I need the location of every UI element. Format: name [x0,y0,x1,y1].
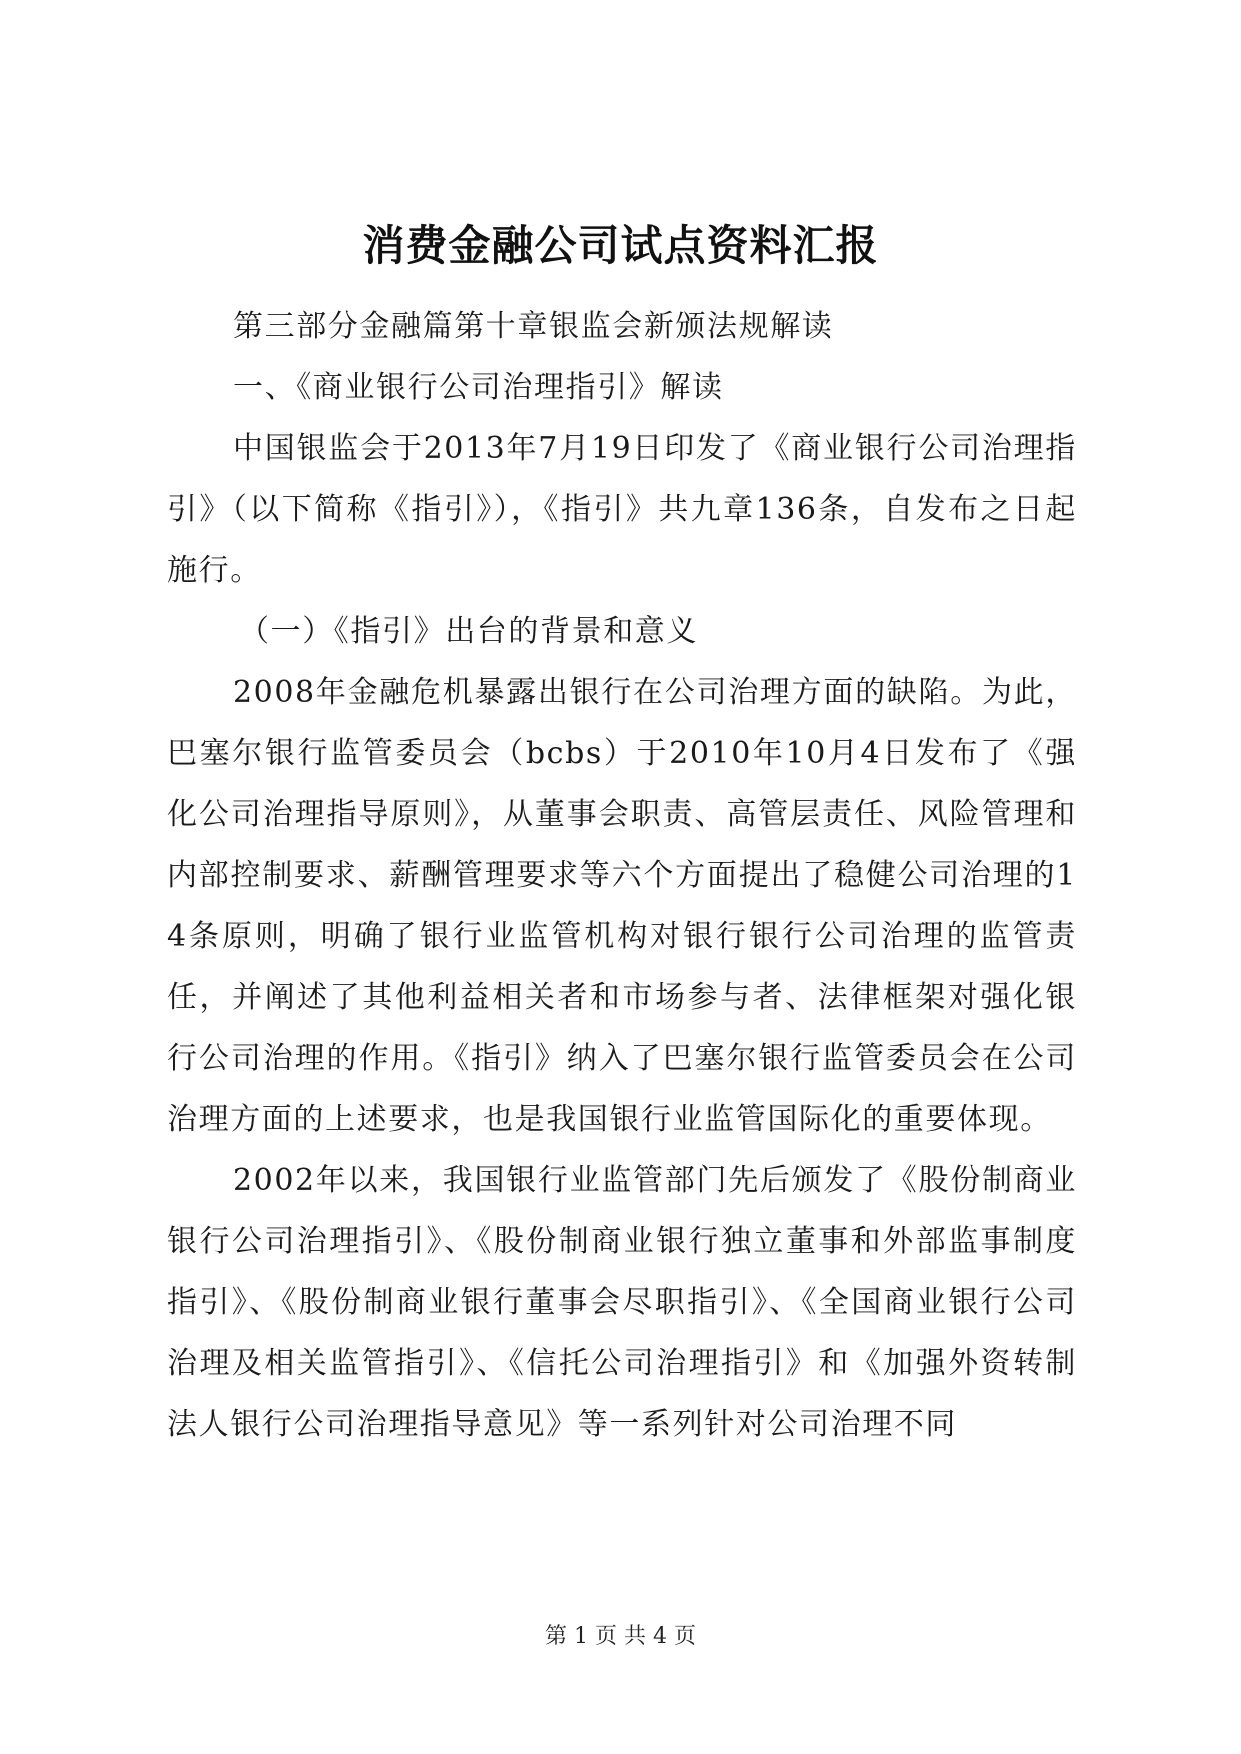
body-paragraph: 中国银监会于2013年7月19日印发了《商业银行公司治理指引》（以下简称《指引》），《指引》共九章136条，自发布之日起施行。 [167,431,1077,588]
subsection-heading: 一、《商业银行公司治理指引》解读 [233,370,724,405]
body-paragraph: 2008年金融危机暴露出银行在公司治理方面的缺陷。为此，巴塞尔银行监管委员会（bcbs）于2010年10月4日发布了《强化公司治理指导原则》，从董事会职责、高管层责任、风险管理和内部控制要求、薪酬管理要求等六个方面提出了稳健公司治理的14条原则，明确了银行业监管机构对银行银行公司治理的监管责任，并阐述了其他利益相关者和市场参与者、法律框架对强化银行公司治理的作用。《指引》纳入了巴塞尔银行监管委员会在公司治理方面的上述要求，也是我国银行业监管国际化的重要体现。 [167,675,1077,1137]
section-heading: 第三部分金融篇第十章银监会新颁法规解读 [233,309,834,344]
subsection-heading: （一）《指引》出台的背景和意义 [239,614,698,649]
document-title: 消费金融公司试点资料汇报 [362,221,879,270]
body-paragraph: 2002年以来，我国银行业监管部门先后颁发了《股份制商业银行公司治理指引》、《股份制商业银行独立董事和外部监事制度指引》、《股份制商业银行董事会尽职指引》、《全国商业银行公司治理及相关监管指引》、《信托公司治理指引》和《加强外资转制法人银行公司治理指导意见》等一系列针对公司治理不同 [167,1163,1077,1442]
document-body [167,296,1077,1455]
page-footer: 第 1 页 共 4 页 [545,1624,696,1649]
